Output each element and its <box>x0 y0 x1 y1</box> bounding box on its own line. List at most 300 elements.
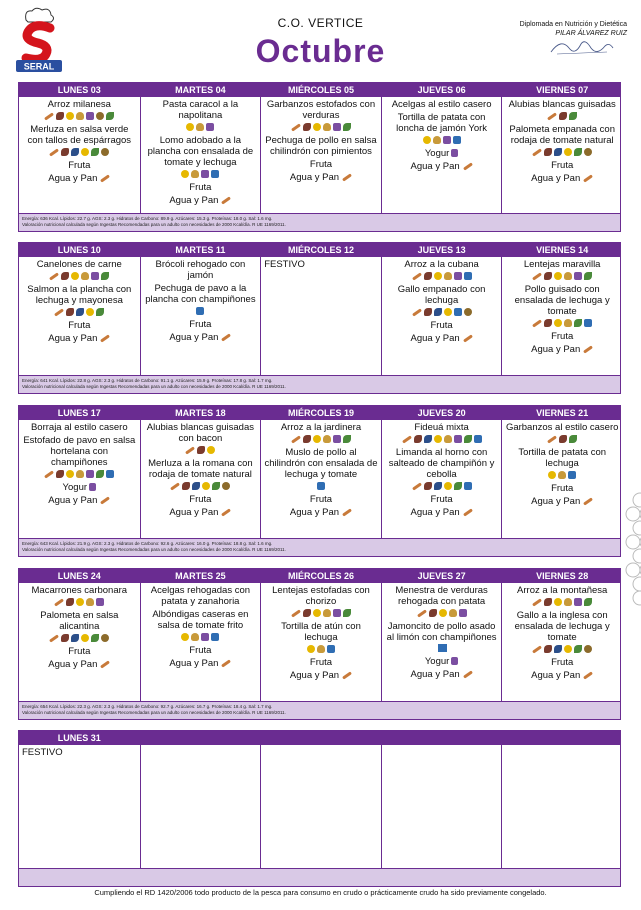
dish-label: Jamoncito de pollo asado al limón con champiñones <box>386 621 497 643</box>
allergen-icons <box>144 307 258 316</box>
dish-name: Fruta <box>551 483 574 494</box>
nutrition-note: Valoración nutricional calculada según Ingestas Recomendadas para un adulto con necesidades de 2000 Kcal/día. R UE 1169/2011. <box>22 222 286 227</box>
pan-allergen-icon <box>417 609 427 617</box>
veg-allergen-icon <box>454 482 462 490</box>
pan-allergen-icon <box>532 148 542 156</box>
center-name: C.O. VERTICE <box>277 16 364 30</box>
egg-allergen-icon <box>86 308 94 316</box>
water-bread-label: Agua y Pan <box>48 333 98 344</box>
day-title: JUEVES 13 <box>417 245 466 255</box>
day-menu <box>19 257 140 348</box>
pan-allergen-icon <box>547 112 557 120</box>
dessert-label: Yogur <box>62 482 88 493</box>
dish-name: Salmon a la plancha con lechuga y mayonesa <box>27 284 132 306</box>
day-column <box>260 569 381 719</box>
dish-name: Garbanzos estofados con verduras <box>266 99 376 121</box>
pan-allergen-icon <box>532 645 542 653</box>
bread-icon <box>583 671 593 679</box>
day-menu <box>502 97 622 188</box>
day-column <box>19 406 140 556</box>
nut-allergen-icon <box>96 112 104 120</box>
water-bread-label: Agua y Pan <box>169 658 219 669</box>
gluten-allergen-icon <box>86 598 94 606</box>
bread-icon <box>221 508 231 516</box>
menu-week <box>18 82 621 232</box>
milk-allergen-icon <box>574 598 582 606</box>
veg-allergen-icon <box>106 112 114 120</box>
water-bread <box>22 659 137 670</box>
nutrition-info <box>19 868 620 886</box>
dish-name: Garbanzos al estilo casero <box>505 422 619 433</box>
egg-allergen-icon <box>444 308 452 316</box>
egg-allergen-icon <box>71 272 79 280</box>
egg-allergen-icon <box>181 170 189 178</box>
dish-name: Limanda al horno con salteado de champiñón y cebolla <box>388 447 495 480</box>
day-title: MIÉRCOLES 05 <box>287 85 354 95</box>
veg-allergen-icon <box>212 482 220 490</box>
meat-allergen-icon <box>544 598 552 606</box>
water-bread <box>264 507 378 518</box>
holiday-label: FESTIVO <box>264 259 305 270</box>
water-bread <box>144 507 258 518</box>
dish-name: Pechuga de pollo en salsa chilindrón con pimientos <box>265 135 377 157</box>
dish-name: Fruta <box>68 160 91 171</box>
gluten-allergen-icon <box>433 136 441 144</box>
water-bread <box>264 670 378 681</box>
egg-allergen-icon <box>554 319 562 327</box>
dish-name: Arroz a la jardinera <box>280 422 362 433</box>
bread-icon <box>342 508 352 516</box>
dish-name: Merluza a la romana con rodaja de tomate natural <box>148 458 253 480</box>
dish-name: Tortilla de patata con lechuga <box>518 447 607 469</box>
bread-icon <box>221 196 231 204</box>
frozen-allergen-icon <box>327 645 335 653</box>
milk-allergen-icon <box>96 598 104 606</box>
water-bread <box>385 507 499 518</box>
dish-name: Arroz milanesa <box>47 99 111 110</box>
water-bread <box>385 669 499 680</box>
milk-allergen-icon <box>91 272 99 280</box>
dietitian-name: PILAR ÁLVAREZ RUIZ <box>555 30 627 37</box>
dish-name: Fruta <box>551 331 574 342</box>
day-title: JUEVES 27 <box>417 571 466 581</box>
gluten-allergen-icon <box>444 272 452 280</box>
milk-allergen-icon <box>454 272 462 280</box>
veg-allergen-icon <box>464 435 472 443</box>
dish-name: Fruta <box>430 320 453 331</box>
day-column <box>19 569 140 719</box>
nutrition-note: Valoración nutricional calculada según Ingestas Recomendadas para un adulto con necesidades de 2000 Kcal/día. R UE 1169/2011. <box>22 384 286 389</box>
bread-icon <box>342 671 352 679</box>
dish-name: Acelgas al estilo casero <box>391 99 492 110</box>
day-title <box>382 731 502 745</box>
frozen-allergen-icon <box>317 482 325 490</box>
dish-name: Fruta <box>551 160 574 171</box>
dish-name: Fruta <box>309 494 333 505</box>
day-menu <box>19 583 140 674</box>
egg-allergen-icon <box>181 633 189 641</box>
egg-allergen-icon <box>81 148 89 156</box>
allergen-icons <box>22 148 137 157</box>
veg-allergen-icon <box>91 634 99 642</box>
milk-allergen-icon <box>206 123 214 131</box>
meat-allergen-icon <box>544 645 552 653</box>
day-title: LUNES 31 <box>57 733 101 743</box>
water-bread <box>22 495 137 506</box>
egg-allergen-icon <box>554 272 562 280</box>
egg-allergen-icon <box>434 272 442 280</box>
day-title: MIÉRCOLES 26 <box>287 571 354 581</box>
egg-allergen-icon <box>564 148 572 156</box>
meat-allergen-icon <box>559 112 567 120</box>
signature-icon <box>547 36 617 58</box>
nutrition-values: Energía: 643 Kcal. Lípidos: 21.9 g. AGS: 2.3 g. Hidratos de Carbono: 92.6 g. Azúcares: 16.0 g. Proteínas: 18.8 g. Sal: 1.6 mg. <box>22 541 273 546</box>
day-column <box>260 731 381 886</box>
dessert <box>385 148 499 159</box>
allergen-icons <box>505 598 619 607</box>
dish-name: Fruta <box>551 657 574 668</box>
milk-allergen-icon <box>574 272 582 280</box>
day-column <box>501 569 622 719</box>
pan-allergen-icon <box>532 319 542 327</box>
frozen-icon <box>438 644 447 652</box>
meat-allergen-icon <box>303 123 311 131</box>
pan-allergen-icon <box>532 272 542 280</box>
allergen-icons <box>505 645 619 654</box>
day-title <box>261 731 381 745</box>
day-menu <box>261 97 381 187</box>
day-title: VIERNES 28 <box>536 571 589 581</box>
pan-allergen-icon <box>49 634 59 642</box>
dessert <box>385 656 499 667</box>
day-column <box>381 406 502 556</box>
dessert <box>22 482 137 493</box>
holiday-label: FESTIVO <box>22 747 63 758</box>
day-title: LUNES 10 <box>57 245 101 255</box>
day-menu <box>141 420 261 522</box>
nut-allergen-icon <box>464 308 472 316</box>
fish-allergen-icon <box>554 645 562 653</box>
nutrition-info <box>19 375 620 393</box>
fish-allergen-icon <box>76 308 84 316</box>
egg-allergen-icon <box>76 598 84 606</box>
day-menu <box>19 420 140 510</box>
day-menu <box>502 257 622 359</box>
dish-name: Pasta caracol a la napolitana <box>162 99 239 121</box>
water-bread-label: Agua y Pan <box>289 172 340 183</box>
pan-allergen-icon <box>54 598 64 606</box>
pan-allergen-icon <box>44 112 54 120</box>
egg-allergen-icon <box>81 634 89 642</box>
dish-name: Menestra de verduras rehogada con patata <box>395 585 488 607</box>
day-column <box>140 83 261 231</box>
dish-name: Alubias blancas guisadas con bacon <box>146 422 254 444</box>
allergen-icons <box>22 112 137 121</box>
veg-allergen-icon <box>569 112 577 120</box>
allergen-icons <box>264 609 378 618</box>
day-menu <box>382 420 502 522</box>
veg-allergen-icon <box>574 148 582 156</box>
allergen-icons <box>22 272 137 281</box>
day-column <box>381 569 502 719</box>
allergen-icons <box>385 435 499 444</box>
nut-allergen-icon <box>101 634 109 642</box>
pan-allergen-icon <box>170 482 180 490</box>
egg-allergen-icon <box>434 435 442 443</box>
water-bread <box>22 173 137 184</box>
meat-allergen-icon <box>429 609 437 617</box>
gluten-allergen-icon <box>564 319 572 327</box>
pan-allergen-icon <box>532 598 542 606</box>
day-column <box>140 731 261 886</box>
water-bread-label: Agua y Pan <box>289 507 340 518</box>
dish-name: Albóndigas caseras en salsa de tomate frito <box>152 609 249 631</box>
veg-allergen-icon <box>96 470 104 478</box>
egg-allergen-icon <box>313 123 321 131</box>
dish-name: Canelones de carne <box>36 259 122 270</box>
menu-week <box>18 568 621 720</box>
meat-allergen-icon <box>197 446 205 454</box>
gluten-allergen-icon <box>558 471 566 479</box>
allergen-icons <box>264 645 378 654</box>
bread-icon <box>100 660 110 668</box>
dish-name: Muslo de pollo al chilindrón con ensalada de lechuga y tomate <box>264 447 378 480</box>
egg-allergen-icon <box>554 598 562 606</box>
pan-allergen-icon <box>412 308 422 316</box>
water-bread-label: Agua y Pan <box>169 195 219 206</box>
gluten-allergen-icon <box>564 272 572 280</box>
water-bread-label: Agua y Pan <box>410 161 460 172</box>
water-bread-label: Agua y Pan <box>169 507 219 518</box>
water-bread <box>144 195 258 206</box>
water-bread-label: Agua y Pan <box>531 173 581 184</box>
water-bread-label: Agua y Pan <box>531 496 581 507</box>
allergen-icons <box>22 308 137 317</box>
milk-allergen-icon <box>333 435 341 443</box>
dish-name: Estofado de pavo en salsa hortelana con champiñones <box>23 435 136 468</box>
day-menu <box>261 420 381 522</box>
veg-allergen-icon <box>91 148 99 156</box>
meat-allergen-icon <box>61 272 69 280</box>
day-column <box>501 83 622 231</box>
allergen-icons <box>144 446 258 455</box>
dish-name: Fruta <box>189 494 212 505</box>
nut-allergen-icon <box>584 645 592 653</box>
dish-name: Pollo guisado con ensalada de lechuga y tomate <box>514 284 610 317</box>
dessert-label: Yogur <box>424 148 450 159</box>
pan-allergen-icon <box>49 148 59 156</box>
bread-icon <box>583 345 593 353</box>
nutrition-note: Valoración nutricional calculada según Ingestas Recomendadas para un adulto con necesidades de 2000 Kcal/día. R UE 1169/2011. <box>22 710 286 715</box>
allergen-icons <box>22 634 137 643</box>
dessert-label: Yogur <box>424 656 450 667</box>
water-bread-label: Agua y Pan <box>410 669 460 680</box>
bread-icon <box>463 334 473 342</box>
water-bread-label: Agua y Pan <box>410 333 460 344</box>
menu-week <box>18 405 621 557</box>
day-title: MARTES 11 <box>175 245 226 255</box>
pan-allergen-icon <box>412 272 422 280</box>
dish-name: Gallo empanado con lechuga <box>397 284 486 306</box>
gluten-allergen-icon <box>76 470 84 478</box>
day-column <box>260 243 381 393</box>
egg-allergen-icon <box>439 609 447 617</box>
water-bread-label: Agua y Pan <box>531 344 581 355</box>
day-menu <box>382 583 502 684</box>
egg-allergen-icon <box>548 471 556 479</box>
meat-allergen-icon <box>424 482 432 490</box>
allergen-icons <box>505 435 619 444</box>
day-title: MIÉRCOLES 12 <box>287 245 354 255</box>
veg-allergen-icon <box>343 435 351 443</box>
allergen-icons <box>144 123 258 132</box>
dish-name: Fruta <box>309 159 333 170</box>
allergen-icons <box>385 272 499 281</box>
fish-allergen-icon <box>554 148 562 156</box>
day-column <box>260 406 381 556</box>
nutrition-info <box>19 213 620 231</box>
day-column <box>501 406 622 556</box>
fish-allergen-icon <box>71 634 79 642</box>
frozen-allergen-icon <box>464 272 472 280</box>
egg-allergen-icon <box>423 136 431 144</box>
nutrition-values: Energía: 636 Kcal. Lípidos: 22.7 g. AGS: 2.3 g. Hidratos de Carbono: 89.9 g. Azúcares: 15.3 g. Proteínas: 18.0 g. Sal: 1.6 mg. <box>22 216 273 221</box>
allergen-icons <box>144 170 258 179</box>
gluten-allergen-icon <box>564 598 572 606</box>
fish-allergen-icon <box>434 482 442 490</box>
nut-allergen-icon <box>584 148 592 156</box>
allergen-icons <box>505 148 619 157</box>
meat-allergen-icon <box>544 319 552 327</box>
day-column <box>381 731 502 886</box>
grapes-decoration-icon <box>625 490 641 640</box>
water-bread-label: Agua y Pan <box>410 507 460 518</box>
nutrition-info <box>19 538 620 556</box>
egg-allergen-icon <box>307 645 315 653</box>
fish-allergen-icon <box>71 148 79 156</box>
milk-allergen-icon <box>89 483 96 491</box>
dish-name: Tortilla de patata con loncha de jamón York <box>396 112 488 134</box>
day-column <box>19 243 140 393</box>
fish-allergen-icon <box>192 482 200 490</box>
egg-allergen-icon <box>313 435 321 443</box>
frozen-allergen-icon <box>196 307 204 315</box>
dish-name: Acelgas rehogadas con patata y zanahoria <box>150 585 251 607</box>
dish-name: Fruta <box>189 182 212 193</box>
dish-name: Fideuá mixta <box>414 422 469 433</box>
pan-allergen-icon <box>185 446 195 454</box>
day-menu <box>502 583 622 685</box>
frozen-allergen-icon <box>474 435 482 443</box>
pan-allergen-icon <box>291 123 301 131</box>
milk-allergen-icon <box>454 435 462 443</box>
dish-name: Palometa en salsa alicantina <box>40 610 119 632</box>
veg-allergen-icon <box>343 123 351 131</box>
meat-allergen-icon <box>61 148 69 156</box>
pan-allergen-icon <box>44 470 54 478</box>
dish-name: Arroz a la montañesa <box>517 585 608 596</box>
egg-allergen-icon <box>444 482 452 490</box>
gluten-allergen-icon <box>81 272 89 280</box>
water-bread-label: Agua y Pan <box>48 495 98 506</box>
day-menu <box>502 420 622 511</box>
frozen-allergen-icon <box>211 633 219 641</box>
day-column <box>501 731 622 886</box>
milk-allergen-icon <box>333 609 341 617</box>
allergen-icons <box>505 272 619 281</box>
day-menu <box>382 97 502 176</box>
egg-allergen-icon <box>207 446 215 454</box>
day-menu <box>261 257 381 272</box>
day-column <box>140 569 261 719</box>
fish-allergen-icon <box>434 308 442 316</box>
pan-allergen-icon <box>291 609 301 617</box>
day-menu <box>141 745 261 749</box>
nutrition-values: Energía: 654 Kcal. Lípidos: 22.3 g. AGS: 2.3 g. Hidratos de Carbono: 92.7 g. Azúcares: 16.7 g. Proteínas: 18.4 g. Sal: 1.7 mg. <box>22 704 273 709</box>
egg-allergen-icon <box>313 609 321 617</box>
footer-note: Cumpliendo el RD 1420/2006 todo producto de la pesca para consumo en crudo o prácticamente crudo ha sido previamente congelado. <box>94 888 547 897</box>
dish-name: Fruta <box>68 320 91 331</box>
meat-allergen-icon <box>61 634 69 642</box>
veg-allergen-icon <box>574 319 582 327</box>
bread-icon <box>583 174 593 182</box>
allergen-icons <box>144 482 258 491</box>
allergen-icons <box>505 471 619 480</box>
day-menu <box>19 97 140 188</box>
dish-name: Merluza en salsa verde con tallos de espárragos <box>27 124 132 146</box>
day-column <box>19 731 140 886</box>
dish-name <box>385 621 499 654</box>
day-title: JUEVES 20 <box>417 408 466 418</box>
bread-icon <box>463 508 473 516</box>
meat-allergen-icon <box>424 308 432 316</box>
water-bread-label: Agua y Pan <box>48 659 98 670</box>
dish-name: Pechuga de pavo a la plancha con champiñones <box>145 283 256 305</box>
meat-allergen-icon <box>414 435 422 443</box>
day-column <box>501 243 622 393</box>
day-column <box>381 243 502 393</box>
frozen-allergen-icon <box>106 470 114 478</box>
allergen-icons <box>505 112 619 121</box>
veg-allergen-icon <box>584 272 592 280</box>
day-column <box>381 83 502 231</box>
day-title: LUNES 17 <box>57 408 101 418</box>
dish-name: Palometa empanada con rodaja de tomate natural <box>509 124 615 146</box>
day-menu <box>261 745 381 749</box>
pan-allergen-icon <box>412 482 422 490</box>
meat-allergen-icon <box>544 148 552 156</box>
day-menu <box>19 745 140 760</box>
allergen-icons <box>264 435 378 444</box>
meat-allergen-icon <box>559 435 567 443</box>
dish-name: Fruta <box>430 494 453 505</box>
day-title: MIÉRCOLES 19 <box>287 408 354 418</box>
gluten-allergen-icon <box>191 633 199 641</box>
page-header <box>0 0 641 80</box>
frozen-allergen-icon <box>454 308 462 316</box>
day-title: MARTES 18 <box>175 408 226 418</box>
pan-allergen-icon <box>402 435 412 443</box>
menu-week <box>18 730 621 887</box>
day-menu <box>502 745 622 749</box>
milk-allergen-icon <box>86 112 94 120</box>
frozen-allergen-icon <box>211 170 219 178</box>
veg-allergen-icon <box>574 645 582 653</box>
frozen-allergen-icon <box>584 319 592 327</box>
veg-allergen-icon <box>343 609 351 617</box>
dish-name: Fruta <box>189 645 212 656</box>
day-menu <box>382 745 502 749</box>
